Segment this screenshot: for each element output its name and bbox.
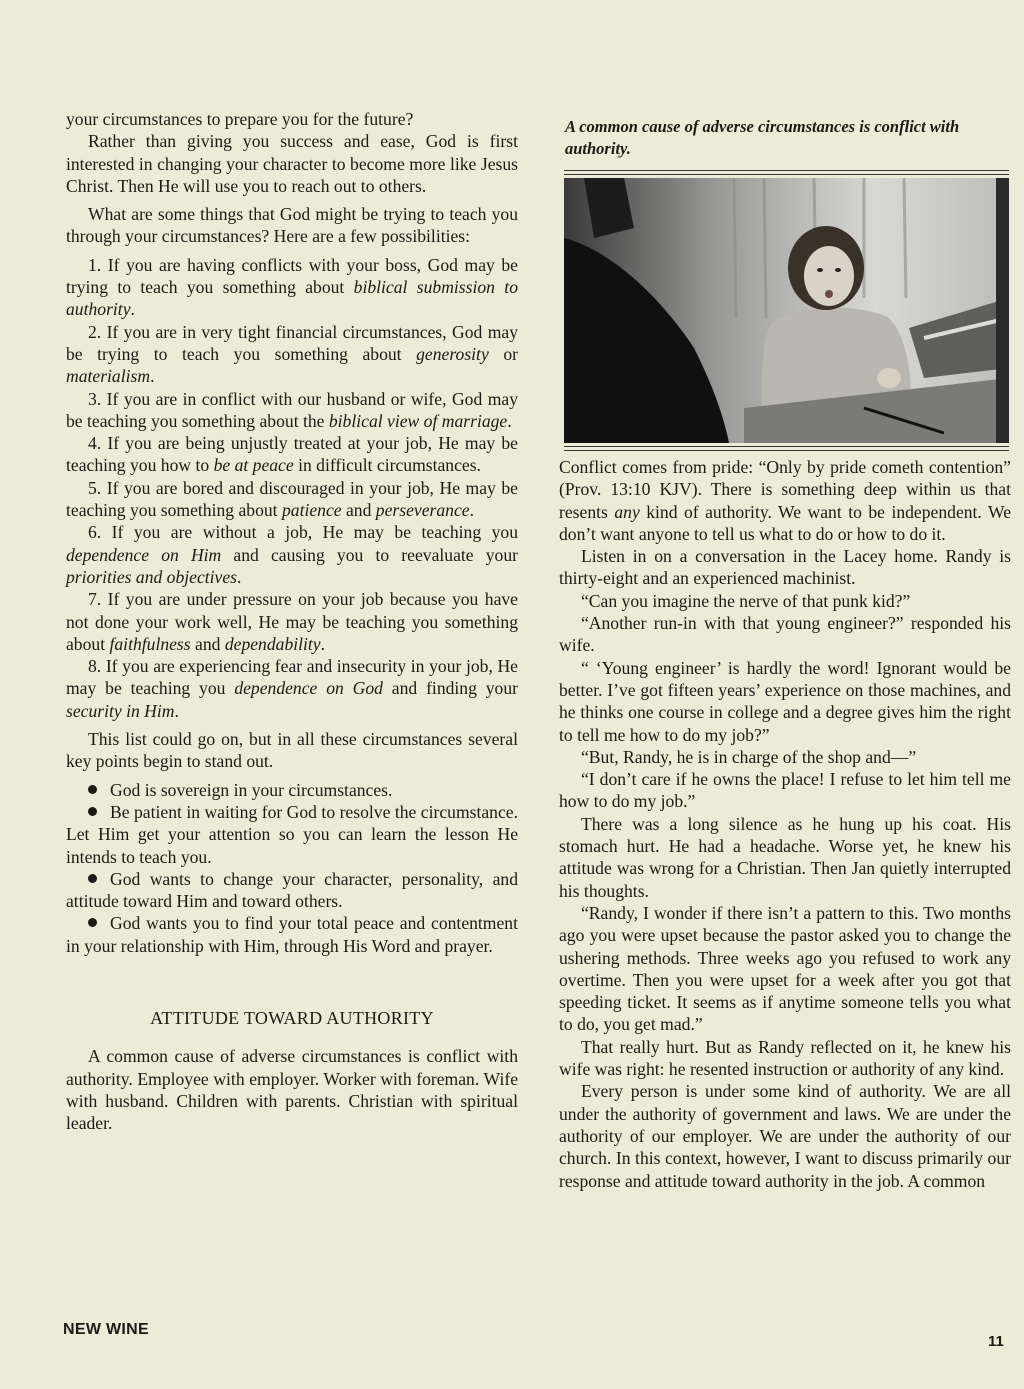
magazine-name: NEW WINE: [63, 1321, 149, 1338]
photo-illustration: [564, 178, 1009, 443]
list-item: 4. If you are being unjustly treated at your job, He may be teaching you how to be at peace in difficult circumstances.: [66, 433, 518, 476]
bullet-dot-icon: [88, 807, 97, 816]
bullet-item: God wants to change your character, personality, and attitude toward Him and toward others.: [66, 868, 518, 912]
photo-woman-at-desk: [564, 178, 1009, 443]
intro-paragraph-2: Rather than giving you success and ease, God is first interested in changing your character to become more like Jesus Christ. Then He will use you to reach out to others.: [66, 131, 518, 196]
section-paragraph: A common cause of adverse circumstances is conflict with authority. Employee with employer. Worker with foreman. Wife with husband. Children with parents. Christian with spiritual leader.: [66, 1046, 518, 1134]
bullet-dot-icon: [88, 785, 97, 794]
caption-rule: [564, 170, 1009, 171]
photo-rule: [564, 446, 1009, 447]
list-item: 1. If you are having conflicts with your boss, God may be trying to teach you something about biblical submission to authority.: [66, 254, 518, 320]
bullet-item: God is sovereign in your circumstances.: [66, 779, 518, 801]
paragraph: “Can you imagine the nerve of that punk kid?”: [581, 590, 911, 611]
section-heading: ATTITUDE TOWARD AUTHORITY: [150, 1007, 434, 1028]
paragraph: Every person is under some kind of authority. We are all under the authority of government and laws. We are under the authority of our employer. We are under the authority of our church. In this context, however, I want to discuss primarily our response and attitude toward authority in the job. A common: [559, 1081, 1011, 1191]
paragraph: “I don’t care if he owns the place! I refuse to let him tell me how to do my job.”: [559, 769, 1011, 812]
paragraph: There was a long silence as he hung up his coat. His stomach hurt. He had a headache. Worse yet, he knew his attitude was wrong for a Christian. Then Jan quietly interrupted his thoughts.: [559, 813, 1011, 901]
paragraph: “But, Randy, he is in charge of the shop and—”: [581, 746, 917, 767]
intro-paragraph-1: your circumstances to prepare you for the future?: [66, 109, 414, 129]
page-number: 11: [988, 1333, 1004, 1350]
right-column: [559, 456, 1011, 1192]
bullet-item: Be patient in waiting for God to resolve the circumstance. Let Him get your attention so you can learn the lesson He intends to teach you.: [66, 801, 518, 867]
list-item: 6. If you are without a job, He may be teaching you dependence on Him and causing you to reevaluate your priorities and objectives.: [66, 522, 518, 587]
left-column: [66, 108, 518, 1134]
list-item: 3. If you are in conflict with our husband or wife, God may be teaching you something about the biblical view of marriage.: [66, 388, 518, 431]
paragraph: Conflict comes from pride: “Only by pride cometh contention” (Prov. 13:10 KJV). There is something deep within us that resents any kind of authority. We want to be independent. We don’t want anyone to tell us what to do or how to do it.: [559, 457, 1011, 544]
list-item: 8. If you are experiencing fear and insecurity in your job, He may be teaching you dependence on God and finding your security in Him.: [66, 656, 518, 721]
bullet-dot-icon: [88, 874, 97, 883]
paragraph: “Randy, I wonder if there isn’t a pattern to this. Two months ago you were upset because the pastor asked you to change the ushering methods. Three weeks ago you refused to work any overtime. Then you were upset for a week after you got that speeding ticket. It seems as if anytime someone tells you what to do, you get mad.”: [559, 902, 1011, 1035]
paragraph: Listen in on a conversation in the Lacey home. Randy is thirty-eight and an experienced machinist.: [559, 546, 1011, 589]
intro-paragraph-3: What are some things that God might be trying to teach you through your circumstances? Here are a few possibilities:: [66, 204, 518, 247]
list-item: 5. If you are bored and discouraged in your job, He may be teaching you something about patience and perseverance.: [66, 477, 518, 521]
caption-rule: [564, 174, 1009, 175]
list-item: 7. If you are under pressure on your job because you have not done your work well, He may be teaching you something about faithfulness and dependability.: [66, 589, 518, 654]
photo-caption: A common cause of adverse circumstances is conflict with authority.: [565, 117, 960, 158]
bullet-dot-icon: [88, 918, 97, 927]
paragraph: That really hurt. But as Randy reflected on it, he knew his wife was right: he resented instruction or authority of any kind.: [559, 1036, 1011, 1080]
bullet-item: God wants you to find your total peace and contentment in your relationship with Him, through His Word and prayer.: [66, 913, 518, 956]
list-item: 2. If you are in very tight financial circumstances, God may be trying to teach you something about generosity or materialism.: [66, 321, 518, 387]
list-summary-paragraph: This list could go on, but in all these circumstances several key points begin to stand out.: [66, 729, 518, 772]
paragraph: “Another run-in with that young engineer?” responded his wife.: [559, 613, 1011, 656]
paragraph: “ ‘Young engineer’ is hardly the word! Ignorant would be better. I’ve got fifteen years’ experience on those machines, and he thinks one course in college and a degree gives him the right to tell me how to do my job?”: [559, 657, 1011, 745]
photo-rule: [564, 450, 1009, 451]
